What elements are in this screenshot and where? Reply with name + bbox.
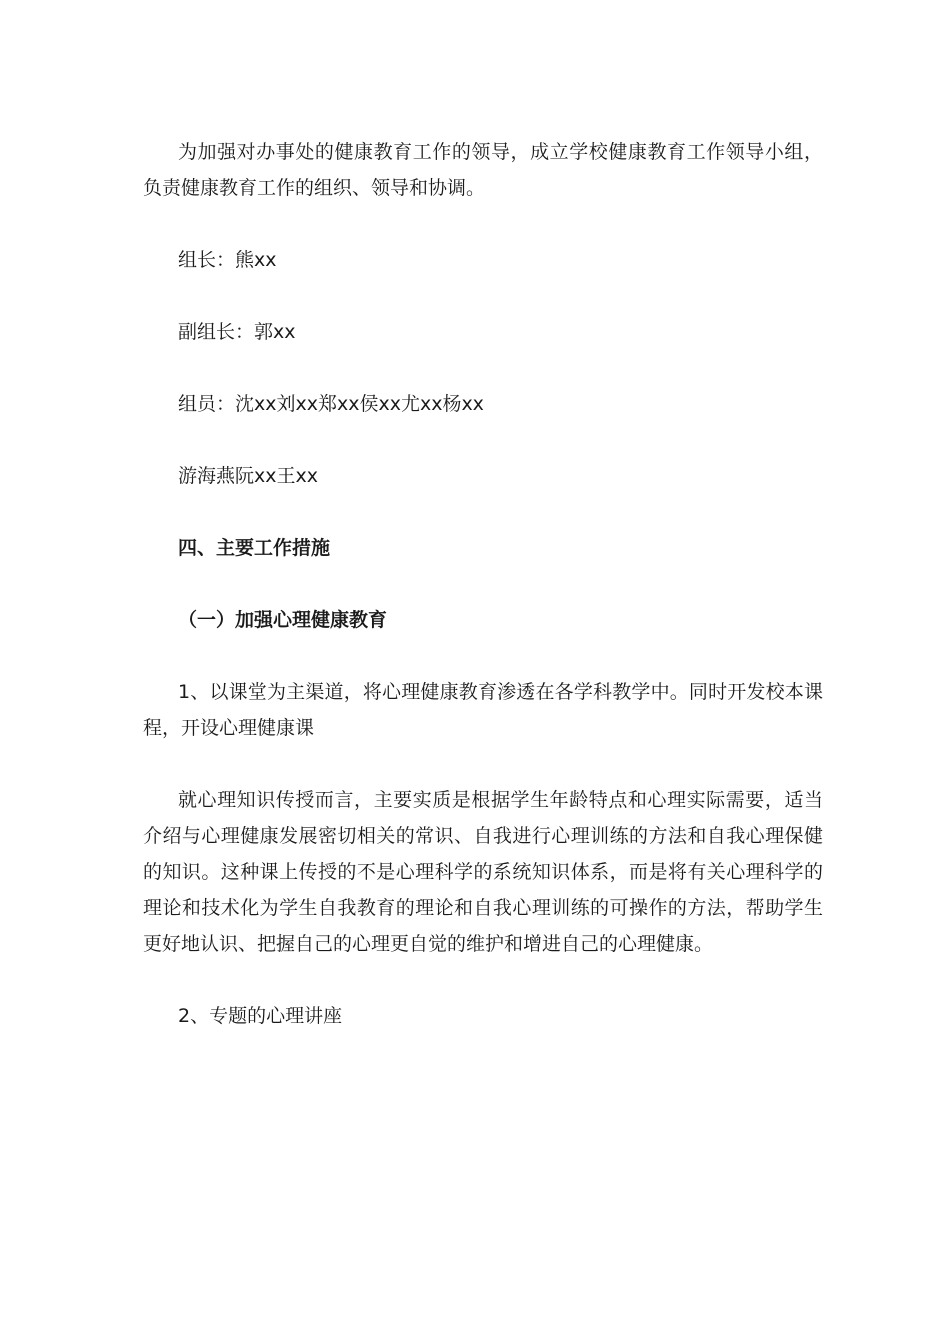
paragraph-leadership-group: 为加强对办事处的健康教育工作的领导，成立学校健康教育工作领导小组，负责健康教育工作的组织、领导和协调。 bbox=[143, 141, 823, 199]
paragraph-group-leader: 组长：熊xx bbox=[178, 249, 277, 271]
paragraph-classroom-channel: 1、以课堂为主渠道，将心理健康教育渗透在各学科教学中。同时开发校本课程，开设心理健康课 bbox=[143, 681, 823, 739]
paragraph-deputy-leader: 副组长：郭xx bbox=[178, 321, 296, 343]
document-body bbox=[143, 134, 823, 1070]
paragraph-knowledge-teaching: 就心理知识传授而言，主要实质是根据学生年龄特点和心理实际需要，适当介绍与心理健康发展密切相关的常识、自我进行心理训练的方法和自我心理保健的知识。这种课上传授的不是心理科学的系统知识体系，而是将有关心理科学的理论和技术化为学生自我教育的理论和自我心理训练的可操作的方法，帮助学生更好地认识、把握自己的心理更自觉的维护和增进自己的心理健康。 bbox=[143, 789, 823, 955]
paragraph-members-continued: 游海燕阮xx王xx bbox=[178, 465, 318, 487]
paragraph-special-lectures: 2、专题的心理讲座 bbox=[178, 1005, 343, 1027]
subsection-heading-mental-health: （一）加强心理健康教育 bbox=[178, 609, 388, 631]
paragraph-members: 组员：沈xx刘xx郑xx侯xx尤xx杨xx bbox=[178, 393, 484, 415]
section-heading-main-measures: 四、主要工作措施 bbox=[178, 537, 331, 559]
